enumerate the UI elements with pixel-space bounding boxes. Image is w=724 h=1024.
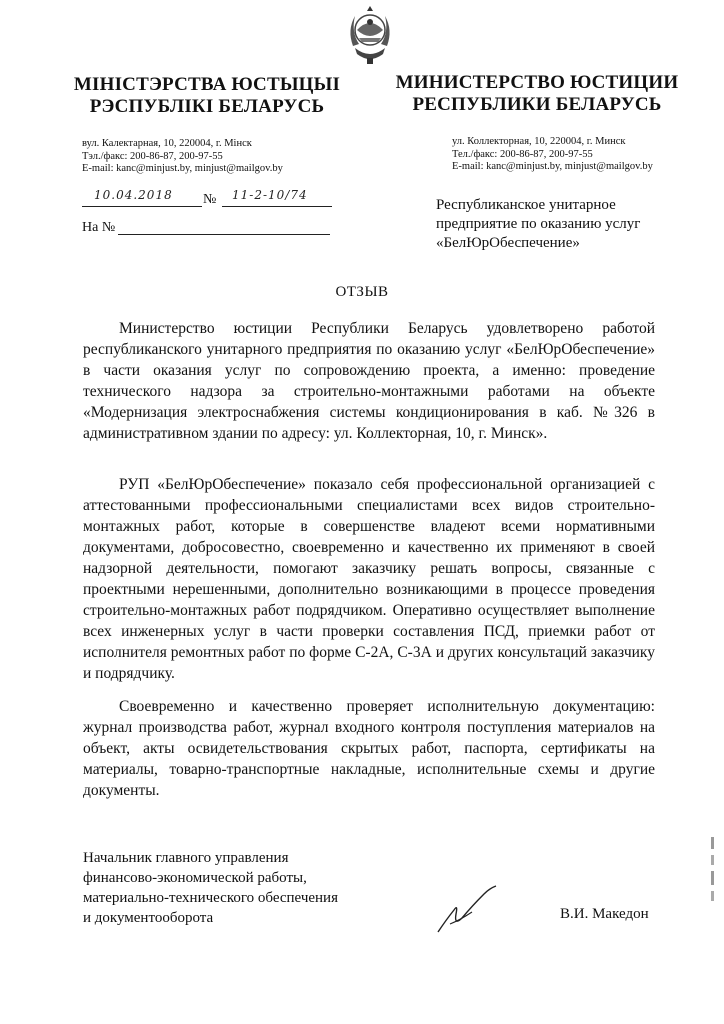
signer-position-line: материально-технического обеспечения: [83, 890, 338, 906]
contact-block-russian: [452, 136, 653, 174]
margin-stamp-mark-icon: [708, 835, 718, 905]
body-paragraph: Своевременно и качественно проверяет исполнительную документацию: журнал производства работ, журнал входного контроля поступления материалов на объект, акты освидетельствования скрытых работ, паспорта, сертификаты на материалы, товарно-транспортные накладные, исполнительные схемы и другие документы.: [83, 698, 655, 799]
email-line: E-mail: kanc@minjust.by, minjust@mailgov.by: [82, 163, 283, 174]
org-name-russian: [392, 72, 682, 116]
recipient-block: [436, 196, 686, 253]
address-line: ул. Коллекторная, 10, 220004, г. Минск: [452, 136, 626, 147]
number-label: №: [203, 192, 217, 207]
signer-position-line: Начальник главного управления: [83, 850, 289, 866]
org-name-line: МІНІСТЭРСТВА ЮСТЫЦЫІ: [73, 74, 341, 95]
recipient-line: предприятие по оказанию услуг: [436, 216, 641, 232]
phone-line: Тел./факс: 200-86-87, 200-97-55: [452, 148, 593, 160]
recipient-line: Республиканское унитарное: [436, 197, 616, 213]
address-line: вул. Калектарная, 10, 220004, г. Мінск: [82, 138, 252, 149]
signer-name: В.И. Македон: [560, 906, 649, 922]
email-line: E-mail: kanc@minjust.by, minjust@mailgov.by: [452, 161, 653, 172]
org-name-line: РЭСПУБЛІКІ БЕЛАРУСЬ: [89, 96, 325, 117]
body-paragraph: Министерство юстиции Республики Беларусь удовлетворено работой республиканского унитарного предприятия по оказанию услуг «БелЮрОбеспечение» в части оказания услуг по сопровождению проекта, а именно: проведение технического надзора за строительно-монтажными работами на объекте «Модернизация электроснабжения системы кондиционирования в каб. №326 в административном здании по адресу: ул. Коллекторная, 10, г. Минск».: [83, 320, 655, 442]
signer-position-line: и документооборота: [83, 910, 214, 926]
contact-block-belarusian: [82, 138, 283, 176]
recipient-line: «БелЮрОбеспечение»: [436, 235, 580, 251]
body-paragraph: РУП «БелЮрОбеспечение» показало себя профессиональной организацией с аттестованными профессиональными специалистами всех видов строительно-монтажных работ, которые в совершенстве владеют всеми нормативными документами, добросовестно, своевременно и качественно их применяют в своей надзорной деятельности, помогают заказчику решать вопросы, связанные с проектными нерешенными, дополнительно возникающими в процессе проведения строительно-монтажных работ подрядчиком. Оперативно осуществляет выполнение всех инженерных услуг в части проверки составления ПСД, приемки работ от исполнителя ремонтных работ по форме С-2А, С-3А и других консультаций заказчику и подрядчику.: [83, 476, 655, 682]
state-emblem-icon: [345, 4, 395, 66]
signer-position-line: финансово-экономической работы,: [83, 870, 307, 886]
handwritten-signature-icon: [432, 880, 502, 940]
signer-position: [83, 848, 383, 928]
reference-label: На №: [82, 220, 116, 235]
document-title: ОТЗЫВ: [335, 284, 389, 300]
org-name-line: МИНИСТЕРСТВО ЮСТИЦИИ: [395, 72, 679, 93]
phone-line: Тэл./факс: 200-86-87, 200-97-55: [82, 150, 223, 162]
org-name-belarusian: [72, 74, 342, 118]
outgoing-number: 11-2-10/74: [232, 188, 308, 202]
reference-underline: [118, 220, 330, 235]
org-name-line: РЕСПУБЛИКИ БЕЛАРУСЬ: [412, 94, 662, 115]
outgoing-date: 10.04.2018: [94, 188, 173, 202]
